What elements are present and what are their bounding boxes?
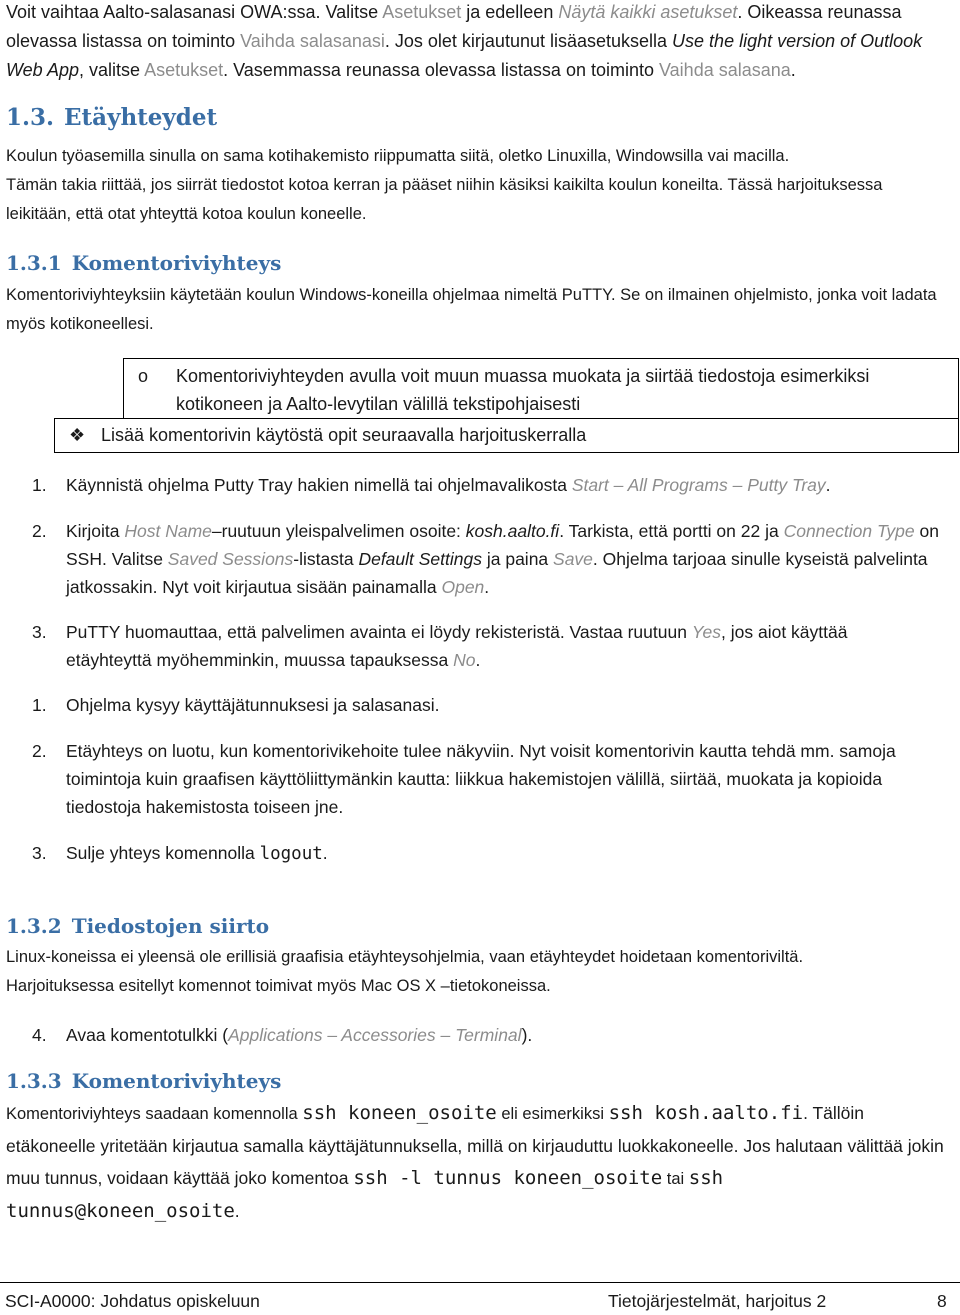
- footer-course: SCI-A0000: Johdatus opiskeluun: [5, 1291, 260, 1311]
- list-item: 3. PuTTY huomauttaa, että palvelimen avainta ei löydy rekisteristä. Vastaa ruutuun Yes, jos aiot käyttää etäyhteyttä myöhemminkin, muussa tapauksessa No.: [32, 622, 848, 670]
- circle-bullet-icon: o: [138, 366, 149, 386]
- command-code: ssh -l tunnus koneen_osoite: [353, 1167, 663, 1189]
- note-box-tip: ❖ Lisää komentorivin käytöstä opit seuraavalla harjoituskerralla: [54, 418, 959, 453]
- list-item: 4. Avaa komentotulkki (Applications – Accessories – Terminal).: [32, 1025, 533, 1045]
- list-item: 2. Etäyhteys on luotu, kun komentorivikehoite tulee näkyviin. Nyt voisit komentorivin kautta tehdä mm. samoja toimintoja kuin graafisen käyttöliittymänkin kautta: liikkua hakemistojen välillä, siirtää, muokata ja kopioida tiedostoja hakemistosta toiseen jne.: [32, 741, 896, 817]
- list-item: 3. Sulje yhteys komennolla logout.: [32, 843, 328, 864]
- section-1-3-1-paragraph: Komentoriviyhteyksiin käytetään koulun Windows-koneilla ohjelmaa nimeltä PuTTY. Se on ilmainen ohjelmisto, jonka voit ladata myös kotikoneellesi.: [6, 286, 937, 333]
- section-heading-1-3-1: 1.3.1 Komentoriviyhteys: [6, 251, 282, 275]
- step-list: [0, 471, 960, 868]
- list-item: 1. Käynnistä ohjelma Putty Tray hakien nimellä tai ohjelmavalikosta Start – All Programs – Putty Tray.: [32, 475, 831, 495]
- section-1-3-3-paragraph: Komentoriviyhteys saadaan komennolla ssh koneen_osoite eli esimerkiksi ssh kosh.aalto.fi. Tällöin etäkoneelle yritetään kirjautua samalla käyttäjätunnuksella, millä on kirjauduttu luokkakoneelle. Jos halutaan välittää jokin muu tunnus, voidaan käyttää joko komentoa ssh -l tunnus koneen_osoite tai ssh tunnus@koneen_osoite.: [6, 1102, 944, 1222]
- command-code: ssh koneen_osoite: [302, 1102, 497, 1124]
- menu-path: Applications – Accessories – Terminal: [228, 1025, 522, 1045]
- option-term: Use the light version of Outlook Web App: [6, 31, 923, 80]
- section-heading-1-3-2: 1.3.2 Tiedostojen siirto: [6, 914, 270, 938]
- diamond-bullet-icon: ❖: [69, 425, 86, 445]
- note-boxes: [0, 358, 960, 453]
- menu-path: Start – All Programs – Putty Tray: [571, 475, 826, 495]
- command-code: logout: [259, 844, 323, 864]
- section-1-3-2-paragraph-2: Harjoituksessa esitellyt komennot toimivat myös Mac OS X –tietokoneissa.: [6, 977, 551, 995]
- section-1-3-paragraph-2: Tämän takia riittää, jos siirrät tiedostot kotoa kerran ja pääset niihin käsiksi kaikilta koulun koneilta. Tässä harjoituksessa leikitään, että otat yhteyttä kotoa koulun koneelle.: [6, 176, 883, 223]
- intro-paragraph: Voit vaihtaa Aalto-salasanasi OWA:ssa. Valitse Asetukset ja edelleen Näytä kaikki asetukset. Oikeassa reunassa olevassa listassa on toiminto Vaihda salasanasi. Jos olet kirjautunut lisäasetuksella Use the light version of Outlook Web App, valitse Asetukset. Vasemmassa reunassa olevassa listassa on toiminto Vaihda salasana.: [6, 2, 923, 80]
- command-code: ssh tunnus@koneen_osoite: [6, 1167, 724, 1222]
- footer-topic: Tietojärjestelmät, harjoitus 2: [608, 1291, 827, 1311]
- menu-term: Vaihda salasanasi: [240, 31, 385, 51]
- section-heading-1-3-3: 1.3.3 Komentoriviyhteys: [6, 1069, 282, 1093]
- list-item: 2. Kirjoita Host Name–ruutuun yleispalvelimen osoite: kosh.aalto.fi. Tarkista, että portti on 22 ja Connection Type on SSH. Valitse Saved Sessions-listasta Default Settings ja paina Save. Ohjelma tarjoaa sinulle kyseistä palvelinta jatkossakin. Nyt voit kirjautua sisään painamalla Open.: [32, 521, 939, 597]
- menu-term: Näytä kaikki asetukset: [558, 2, 738, 22]
- menu-term: Asetukset: [144, 60, 224, 80]
- note-box-bullet: o Komentoriviyhteyden avulla voit muun muassa muokata ja siirtää tiedostoja esimerkiksi kotikoneen ja Aalto-levytilan välillä tekstipohjaisesti: [123, 358, 959, 418]
- section-heading-1-3: 1.3. Etäyhteydet: [6, 104, 218, 131]
- section-1-3-paragraph-1: Koulun työasemilla sinulla on sama kotihakemisto riippumatta siitä, oletko Linuxilla, Windowsilla vai macilla.: [6, 147, 790, 165]
- menu-term: Vaihda salasana: [659, 60, 791, 80]
- page-number: 8: [937, 1291, 947, 1311]
- page-footer: [0, 1282, 960, 1311]
- menu-term: Asetukset: [382, 2, 462, 22]
- command-code: ssh kosh.aalto.fi: [608, 1102, 804, 1124]
- list-item: 1. Ohjelma kysyy käyttäjätunnuksesi ja salasanasi.: [32, 695, 440, 715]
- section-1-3-2-paragraph-1: Linux-koneissa ei yleensä ole erillisiä graafisia etäyhteysohjelmia, vaan etäyhteydet hoidetaan komentoriviltä.: [6, 948, 804, 966]
